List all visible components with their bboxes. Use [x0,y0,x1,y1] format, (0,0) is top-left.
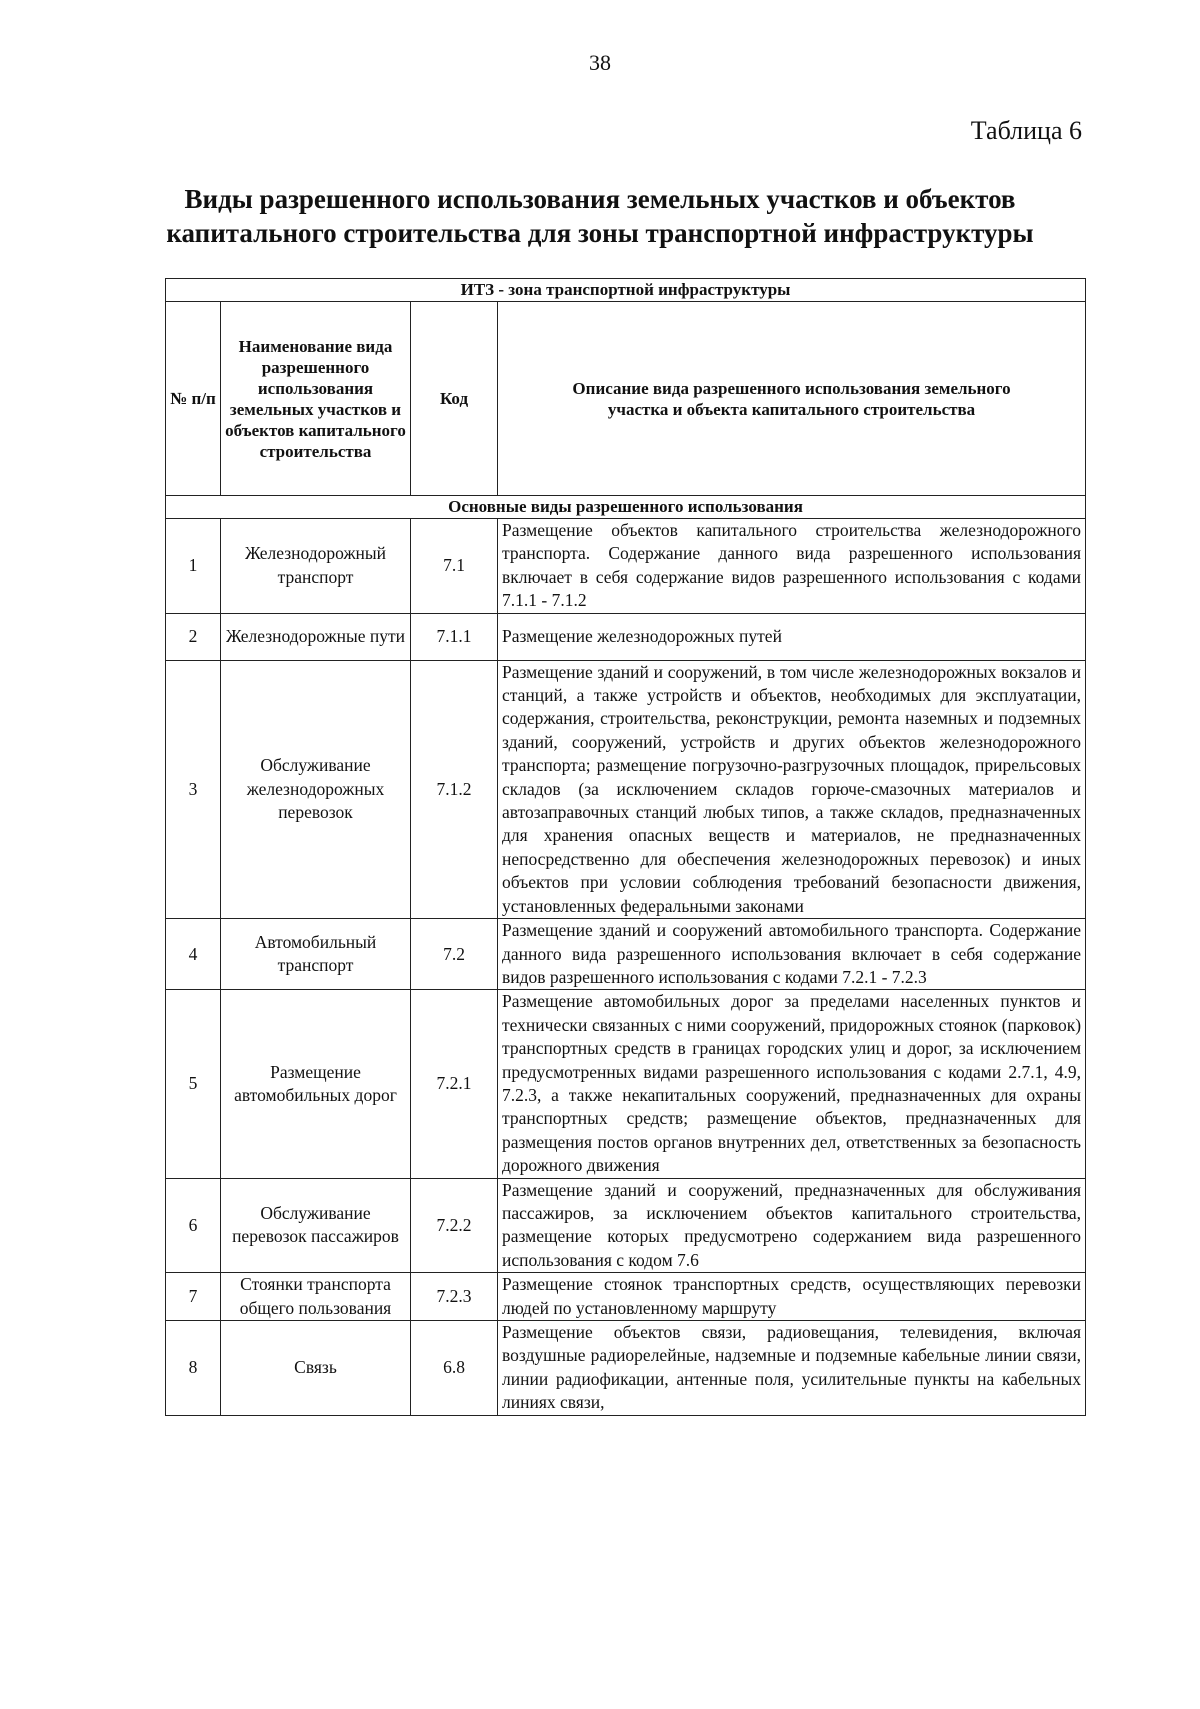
row-description: Размещение объектов связи, радиовещания, телевидения, включая воздушные радиорелейные, надземные и подземные кабельные линии связи, линии радиофикации, антенные поля, усилительные пункты на кабельных линиях связи, [498,1321,1086,1416]
row-code: 7.2.1 [411,990,498,1178]
row-name: Железнодорожный транспорт [221,519,411,614]
row-number: 1 [166,519,221,614]
row-name: Железнодорожные пути [221,613,411,660]
row-description: Размещение зданий и сооружений, в том числе железнодорожных вокзалов и станций, а также устройств и объектов, необходимых для эксплуатации, содержания, строительства, реконструкции, ремонта наземных и подземных зданий, сооружений, устройств и других объектов железнодорожного транспорта; размещение погрузочно-разгрузочных площадок, прирельсовых складов (за исключением складов горюче-смазочных материалов и автозаправочных станций любых типов, а также складов, предназначенных для хранения опасных веществ и материалов, не предназначенных непосредственно для обеспечения железнодорожных перевозок) и иных объектов при условии соблюдения требований безопасности движения, установленных федеральными законами [498,660,1086,918]
row-description: Размещение автомобильных дорог за пределами населенных пунктов и технически связанных с ними сооружений, придорожных стоянок (парковок) транспортных средств в границах городских улиц и дорог, за исключением предусмотренных видами разрешенного использования с кодами 2.7.1, 4.9, 7.2.3, а также некапитальных сооружений, предназначенных для охраны транспортных средств; размещение объектов, предназначенных для размещения постов органов внутренних дел, ответственных за безопасность дорожного движения [498,990,1086,1178]
page-number: 38 [589,50,611,75]
table-row [166,519,1086,614]
row-code: 7.2.2 [411,1178,498,1273]
table-row [166,919,1086,990]
row-code: 7.2 [411,919,498,990]
row-description: Размещение железнодорожных путей [498,613,1086,660]
row-number: 3 [166,660,221,918]
row-code: 7.1 [411,519,498,614]
row-name: Обслуживание перевозок пассажиров [221,1178,411,1273]
row-code: 7.2.3 [411,1273,498,1321]
row-number: 2 [166,613,221,660]
title-line-2: капитального строительства для зоны транспортной инфраструктуры [166,218,1034,248]
row-code: 6.8 [411,1321,498,1416]
section-header-row [166,496,1086,519]
row-number: 4 [166,919,221,990]
row-name: Стоянки транспорта общего пользования [221,1273,411,1321]
table-row [166,990,1086,1178]
zone-header: ИТЗ - зона транспортной инфраструктуры [166,279,1086,302]
table-row [166,660,1086,918]
row-name: Обслуживание железнодорожных перевозок [221,660,411,918]
row-code: 7.1.1 [411,613,498,660]
row-description: Размещение зданий и сооружений, предназначенных для обслуживания пассажиров, за исключением объектов капитального строительства, размещение которых предусмотрено содержанием вида разрешенного использования с кодом 7.6 [498,1178,1086,1273]
column-header-description: Описание вида разрешенного использования земельного участка и объекта капитального строительства [498,302,1086,496]
table-row [166,1321,1086,1416]
row-name: Автомобильный транспорт [221,919,411,990]
row-description: Размещение зданий и сооружений автомобильного транспорта. Содержание данного вида разрешенного использования включает в себя содержание видов разрешенного использования с кодами 7.2.1 - 7.2.3 [498,919,1086,990]
table-label: Таблица 6 [970,116,1082,145]
row-name: Связь [221,1321,411,1416]
row-number: 7 [166,1273,221,1321]
row-number: 6 [166,1178,221,1273]
row-code: 7.1.2 [411,660,498,918]
row-description: Размещение стоянок транспортных средств, осуществляющих перевозки людей по установленному маршруту [498,1273,1086,1321]
table-row [166,1273,1086,1321]
column-header-row [166,302,1086,496]
row-name: Размещение автомобильных дорог [221,990,411,1178]
column-header-code: Код [411,302,498,496]
zone-header-row [166,279,1086,302]
land-use-table [165,278,1086,1416]
row-number: 8 [166,1321,221,1416]
document-title [120,182,1080,250]
row-number: 5 [166,990,221,1178]
table-row [166,1178,1086,1273]
section-header: Основные виды разрешенного использования [166,496,1086,519]
table-row [166,613,1086,660]
column-header-num: № п/п [166,302,221,496]
row-description: Размещение объектов капитального строительства железнодорожного транспорта. Содержание данного вида разрешенного использования включает в себя содержание видов разрешенного использования с кодами 7.1.1 - 7.1.2 [498,519,1086,614]
title-line-1: Виды разрешенного использования земельных участков и объектов [184,184,1016,214]
column-header-name: Наименование вида разрешенного использования земельных участков и объектов капитального строительства [221,302,411,496]
